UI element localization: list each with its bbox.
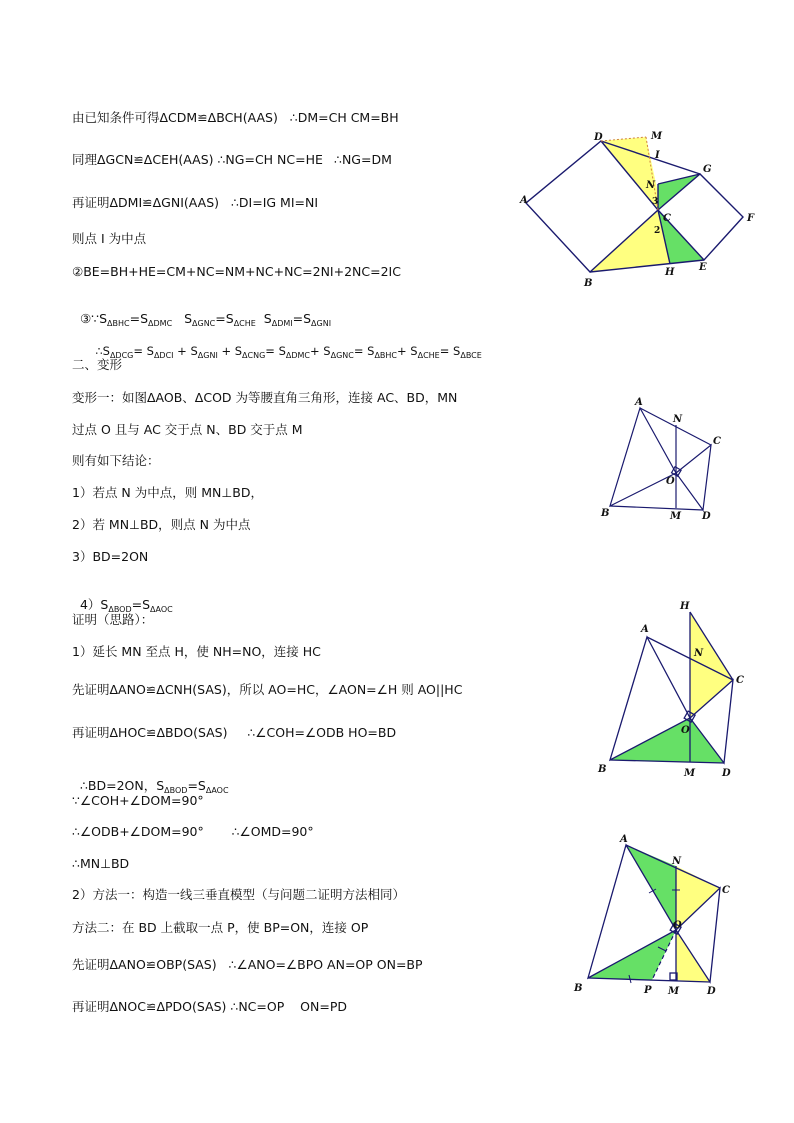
svg-text:M: M: [684, 768, 696, 779]
proof-line-2b: ∴NG=DM: [334, 152, 392, 167]
svg-text:O: O: [673, 920, 682, 931]
svg-text:A: A: [620, 834, 628, 845]
conclusion-2: 2）若 MN⊥BD，则点 N 为中点: [72, 517, 251, 532]
proof-title: 证明（思路）：: [72, 612, 154, 627]
svg-text:O: O: [681, 725, 690, 736]
svg-text:3: 3: [652, 197, 659, 207]
proof-line-6: $③\because S_{\Delta BHC}=S_{\Delta DMC}$ $S_{\Delta GNC}=S_{\Delta CHE}$ $S_{\Delta DMI}=S_{\Delta GNI}$: [79, 311, 332, 328]
proof-step-8: 2）方法一：构造一线三垂直模型（与问题二证明方法相同）: [72, 887, 405, 902]
fig3-yellow-triangle: [690, 612, 733, 718]
fig4-yellow-right: [676, 866, 720, 930]
svg-text:C: C: [722, 885, 730, 896]
svg-text:D: D: [702, 511, 711, 522]
svg-text:N: N: [694, 648, 704, 659]
svg-text:E: E: [699, 262, 707, 273]
svg-text:M: M: [651, 131, 663, 142]
fig1-yellow-bottom: [590, 210, 670, 272]
svg-text:H: H: [665, 267, 675, 278]
figure-2-isosceles-right: [595, 392, 735, 522]
proof-step-4: ∴BD=2ON，$S_{\Delta BOD}=S_{\Delta AOC}$: [79, 778, 229, 795]
svg-text:B: B: [601, 508, 610, 519]
variant-line-2: 过点 O 且与 AC 交于点 N、BD 交于点 M: [72, 422, 303, 437]
svg-text:I: I: [655, 150, 660, 161]
svg-text:G: G: [703, 164, 712, 175]
svg-text:A: A: [520, 195, 528, 206]
svg-text:C: C: [663, 213, 671, 224]
section-heading: 二、变形: [72, 357, 123, 372]
figure-3-extend-MN: [590, 595, 750, 780]
svg-text:D: D: [594, 132, 603, 143]
figure-1-squares: [500, 120, 770, 300]
proof-line-3: 再证明ΔDMI≌ΔGNI(AAS) ∴DI=IG MI=NI: [72, 195, 319, 210]
svg-text:B: B: [584, 278, 593, 289]
svg-text:D: D: [722, 768, 731, 779]
conclusion-4: $4)S_{\Delta BOD}=S_{\Delta AOC}$: [79, 597, 173, 614]
svg-text:F: F: [747, 213, 755, 224]
svg-text:C: C: [713, 436, 721, 447]
svg-text:N: N: [672, 856, 682, 867]
conclusion-1: 1）若点 N 为中点，则 MN⊥BD，: [72, 485, 263, 500]
svg-text:D: D: [707, 986, 716, 997]
svg-text:P: P: [644, 985, 652, 996]
svg-text:C: C: [736, 675, 744, 686]
svg-text:M: M: [668, 986, 680, 997]
proof-step-11: 再证明ΔNOC≌ΔPDO(SAS) ∴NC=OP ON=PD: [72, 999, 347, 1014]
svg-text:B: B: [598, 764, 607, 775]
svg-text:M: M: [670, 511, 682, 522]
svg-text:O: O: [666, 476, 675, 487]
proof-step-9: 方法二：在 BD 上截取一点 P，使 BP=ON，连接 OP: [72, 920, 369, 935]
proof-step-5: ∵∠COH+∠DOM=90°: [72, 793, 204, 808]
svg-text:H: H: [680, 601, 690, 612]
variant-line-3: 则有如下结论：: [72, 453, 160, 468]
conclusion-3: 3）BD=2ON: [72, 549, 149, 564]
figure-4-point-P: [570, 825, 740, 1000]
proof-step-10: 先证明ΔANO≌OBP(SAS) ∴∠ANO=∠BPO AN=OP ON=BP: [72, 957, 423, 972]
svg-text:A: A: [641, 624, 649, 635]
proof-line-5: ②BE=BH+HE=CM+NC=NM+NC+NC=2NI+2NC=2IC: [72, 264, 401, 279]
proof-step-2: 先证明ΔANO≌ΔCNH(SAS)，所以 AO=HC，∠AON=∠H 则 AO||HC: [72, 682, 463, 697]
svg-text:N: N: [646, 180, 656, 191]
svg-text:A: A: [635, 397, 643, 408]
proof-step-1: 1）延长 MN 至点 H，使 NH=NO，连接 HC: [72, 644, 321, 659]
proof-line-1: 由已知条件可得ΔCDM≌ΔBCH(AAS) ∴DM=CH CM=BH: [72, 110, 399, 125]
proof-step-3: 再证明ΔHOC≌ΔBDO(SAS) ∴∠COH=∠ODB HO=BD: [72, 725, 397, 740]
proof-step-6: ∴∠ODB+∠DOM=90° ∴∠OMD=90°: [72, 824, 314, 839]
variant-line-1: 变形一：如图ΔAOB、ΔCOD 为等腰直角三角形，连接 AC、BD，MN: [72, 390, 458, 405]
proof-step-7: ∴MN⊥BD: [72, 856, 130, 871]
svg-text:B: B: [574, 983, 583, 994]
proof-line-4: 则点 I 为中点: [72, 231, 147, 246]
proof-line-2a: 同理ΔGCN≌ΔCEH(AAS) ∴NG=CH NC=HE: [72, 152, 323, 167]
proof-line-7: $\therefore S_{\Delta DCG}= S_{\Delta DCI} + S_{\Delta GNI} + S_{\Delta CNG}= S_{\Delta DMC}+ S_{\Delta GNC}= S_{\Delta BHC}+ S_{\Delta CHE}= S_{\Delta BCE}$: [95, 344, 482, 360]
svg-text:2: 2: [654, 226, 661, 236]
svg-text:N: N: [673, 414, 683, 425]
